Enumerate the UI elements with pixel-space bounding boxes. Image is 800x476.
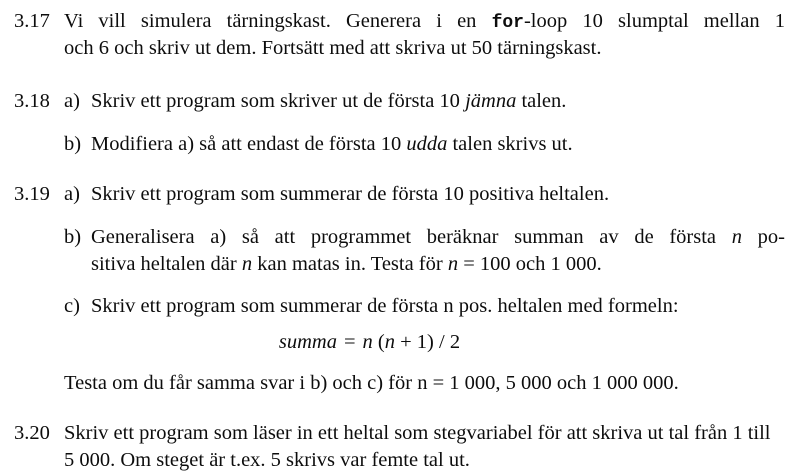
exercise-body — [64, 181, 800, 396]
item-text — [91, 224, 785, 277]
paragraph-line: från 1 till 5 000. Om steget är t.ex. 5 skrivs var femte tal ut. — [64, 422, 771, 471]
exercise-3-20 — [0, 420, 800, 473]
text-run: kan matas in. Testa för — [252, 252, 448, 275]
exercise-body — [64, 420, 800, 473]
emphasis-term: udda — [406, 132, 448, 155]
text-run: sitiva heltalen där — [91, 252, 242, 275]
item-text: Skriv ett program som summerar de första n pos. heltalen med formeln: — [91, 295, 679, 318]
code-keyword: for — [491, 13, 524, 33]
exercise-note: Testa om du får samma svar i b) och c) för n = 1 000, 5 000 och 1 000 000. — [64, 371, 679, 394]
paragraph-line: Skriv ett program som läser in ett heltal som stegvariabel för att skriva ut tal — [64, 422, 690, 445]
exercise-item-a — [64, 88, 785, 115]
exercise-3-18 — [0, 88, 800, 157]
paragraph-line — [64, 8, 785, 35]
formula-equals: = — [343, 330, 356, 353]
exercise-item-c — [64, 293, 785, 320]
item-text — [91, 131, 785, 158]
item-text: Skriv ett program som summerar de första 10 positiva heltalen. — [91, 183, 610, 206]
exercise-number: 3.18 — [14, 90, 50, 113]
exercise-paragraph — [64, 420, 785, 473]
text-run: Generalisera a) så att programmet beräknar summan av de första — [91, 225, 732, 248]
item-label: a) — [64, 183, 80, 206]
text-run: -loop 10 slumptal mellan 1 — [523, 10, 785, 32]
formula-variable: n — [362, 330, 373, 353]
emphasis-term: jämna — [465, 90, 517, 113]
exercise-item-a — [64, 181, 785, 208]
text-run: talen. — [516, 90, 567, 113]
variable-n: n — [731, 225, 742, 248]
exercise-number: 3.17 — [14, 10, 50, 32]
paragraph-line: och 6 och skriv ut dem. Fortsätt med att skriva ut 50 tärningskast. — [64, 37, 602, 60]
paragraph-line — [91, 251, 785, 278]
top-margin — [0, 0, 800, 8]
exercise-3-19 — [0, 181, 800, 396]
item-label: c) — [64, 295, 80, 318]
text-run: talen skrivs ut. — [447, 132, 573, 155]
item-text — [91, 88, 785, 115]
formula-variable: n — [384, 330, 395, 353]
exercise-body — [64, 8, 800, 62]
exercise-item-b — [64, 224, 785, 277]
text-run: Modifiera a) så att endast de första 10 — [91, 132, 407, 155]
item-label: b) — [64, 132, 82, 155]
text-run: Skriv ett program som skriver ut de första 10 — [91, 90, 466, 113]
exercise-paragraph — [64, 8, 785, 62]
formula-lhs: summa — [278, 330, 337, 353]
paragraph-line — [91, 224, 785, 251]
block-spacer — [0, 396, 800, 420]
formula-tail: + 1) / 2 — [395, 330, 461, 353]
item-label: b) — [64, 225, 82, 248]
text-run: = 100 och 1 000. — [458, 252, 602, 275]
block-spacer — [0, 157, 800, 181]
exercise-number: 3.20 — [14, 422, 50, 445]
item-label: a) — [64, 90, 80, 113]
exercise-body — [64, 88, 800, 157]
variable-n: n — [447, 252, 459, 275]
formula-display — [64, 329, 785, 356]
variable-n: n — [241, 252, 253, 275]
formula-open-paren: ( — [372, 330, 385, 353]
exercise-3-17 — [0, 8, 800, 62]
exercise-item-b — [64, 131, 785, 158]
text-run: Vi vill simulera tärningskast. Generera i en — [64, 10, 492, 32]
exercise-number: 3.19 — [14, 183, 50, 206]
block-spacer — [0, 62, 800, 88]
text-run: po- — [741, 225, 786, 248]
